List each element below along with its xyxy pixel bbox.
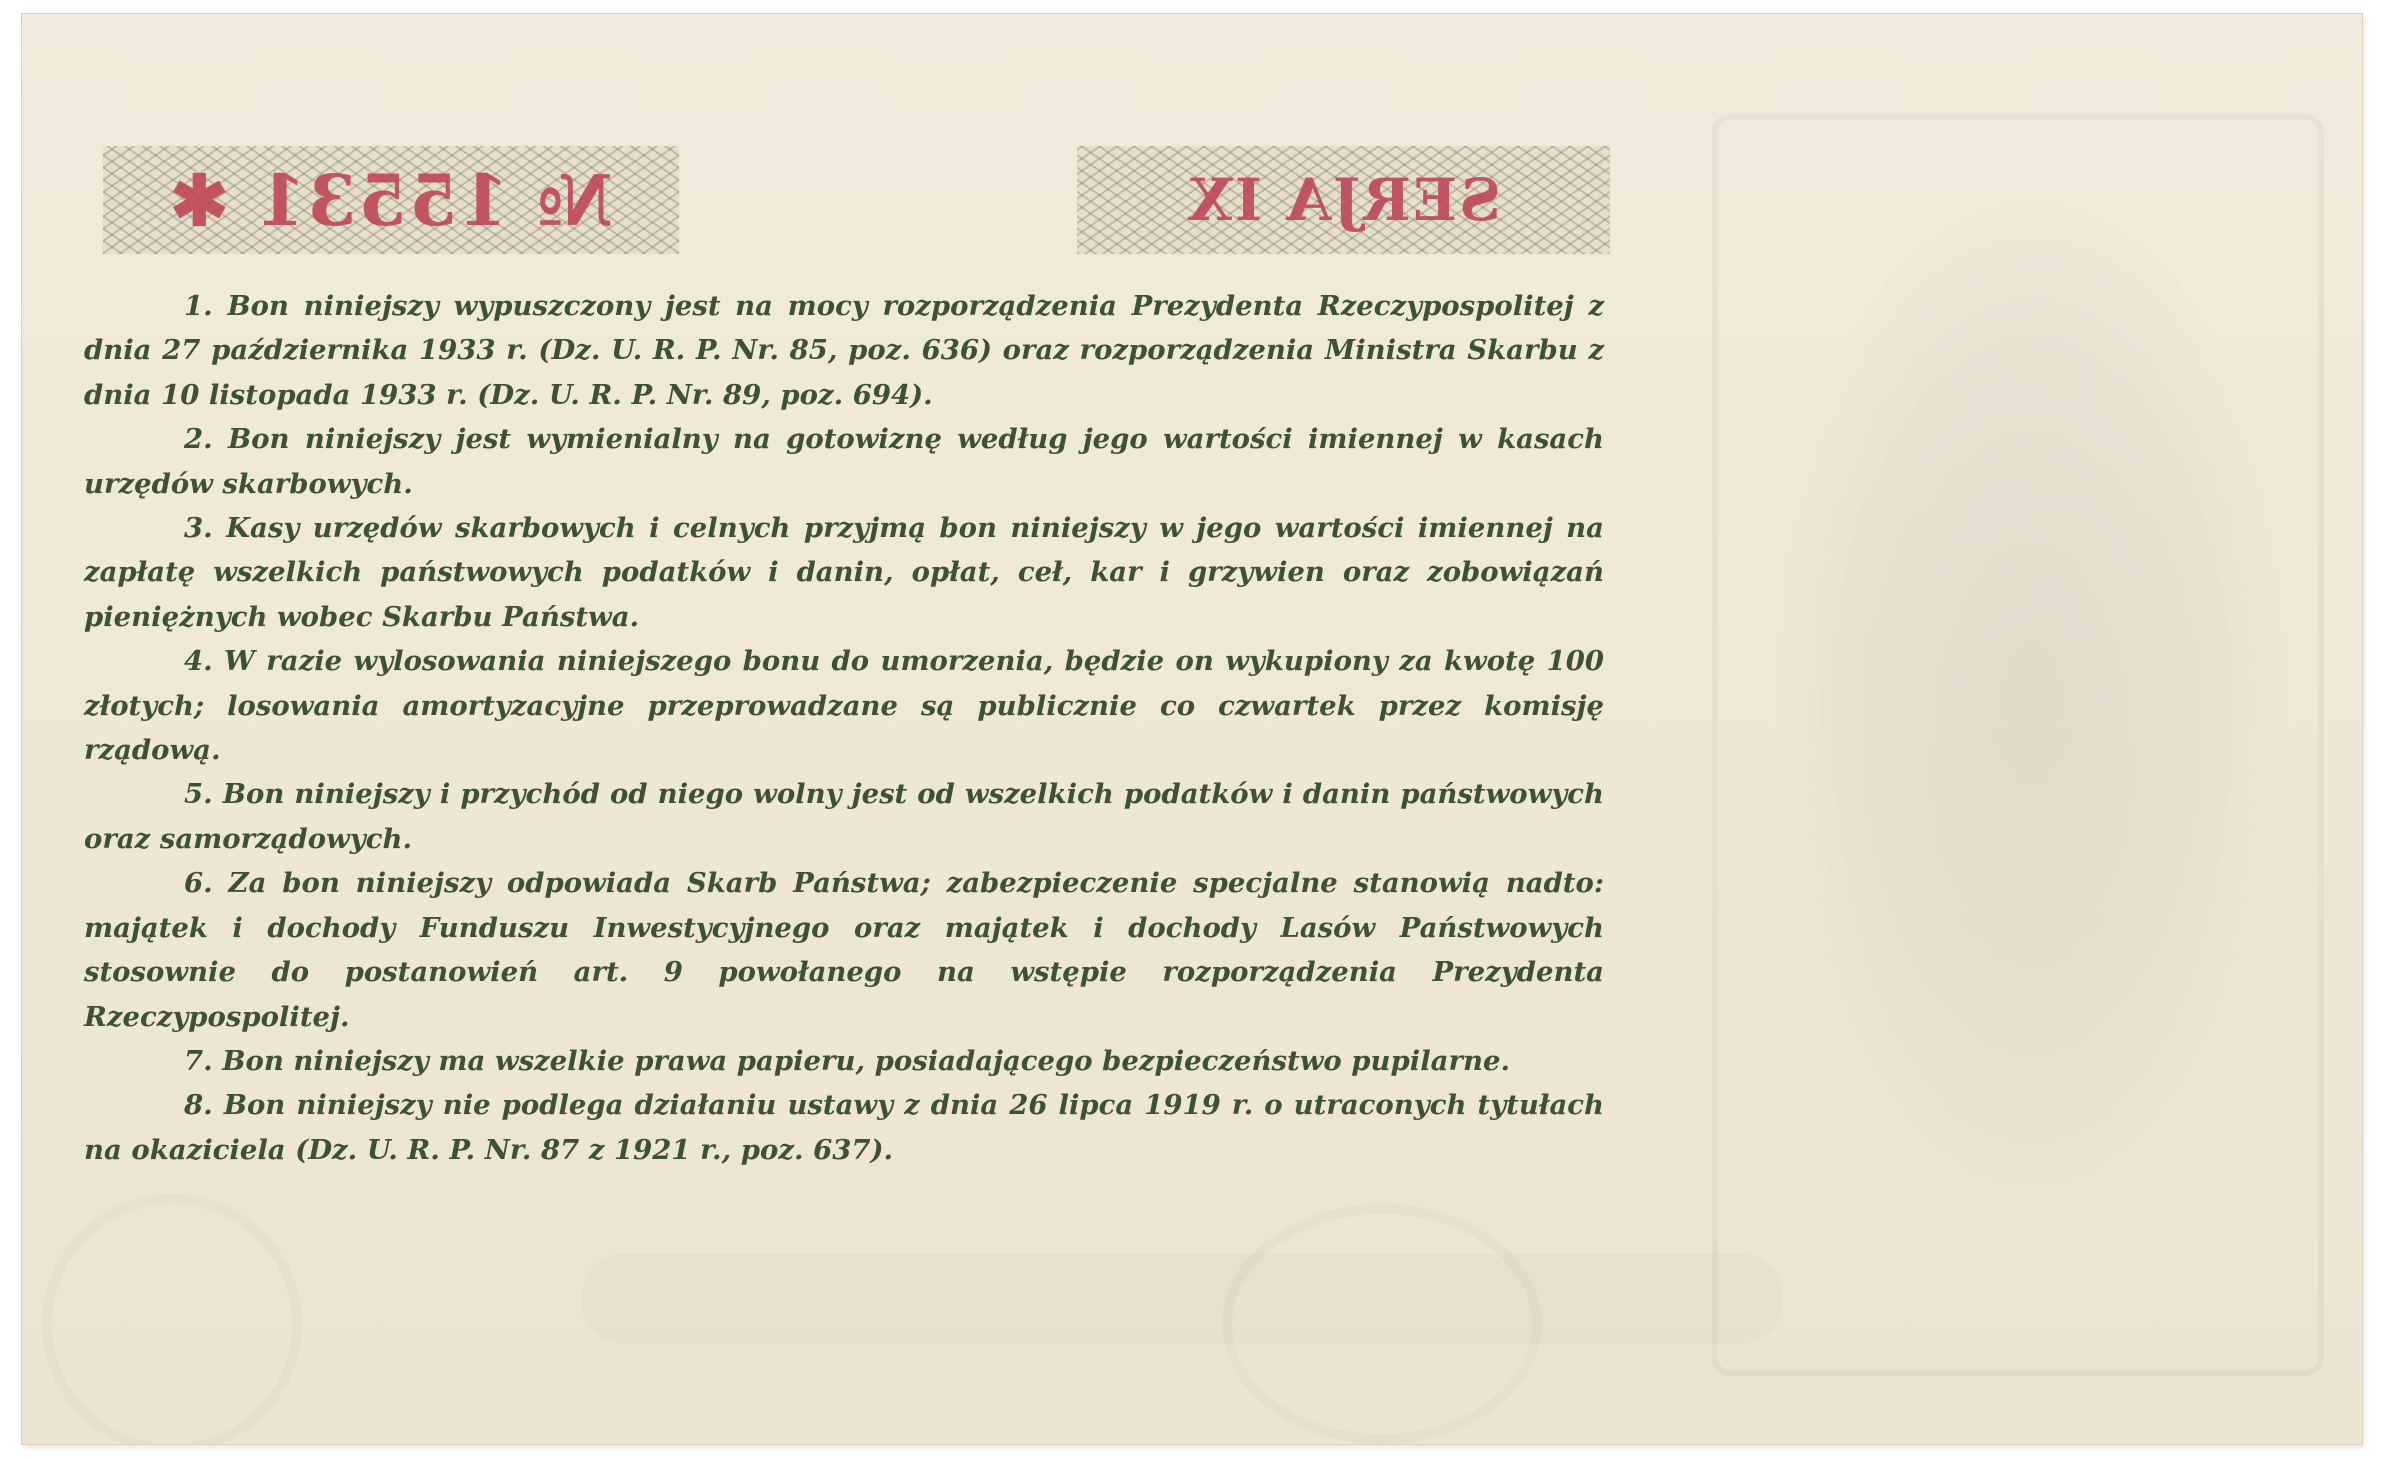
show-through-emblem: [1772, 194, 2292, 1194]
serial-number-stamp: № 15531 ✱: [168, 158, 614, 242]
clause-8: 8. Bon niniejszy nie podlega działaniu ustawy z dnia 26 lipca 1919 r. o utraconych tytułach na okaziciela (Dz. U. R. P. Nr. 87 z 1921 r., poz. 637).: [84, 1089, 1604, 1166]
clause-2: 2. Bon niniejszy jest wymienialny na gotowiznę według jego wartości imiennej w kasach urzędów skarbowych.: [84, 423, 1604, 500]
serial-number-stamp-box: [103, 146, 679, 254]
clause-1: 1. Bon niniejszy wypuszczony jest na mocy rozporządzenia Prezydenta Rzeczypospolitej z dnia 27 października 1933 r. (Dz. U. R. P. Nr. 85, poz. 636) oraz rozporządzenia Ministra Skarbu z dnia 10 listopada 1933 r. (Dz. U. R. P. Nr. 89, poz. 694).: [84, 290, 1604, 411]
show-through-ring-bottom: [1222, 1204, 1542, 1444]
clause-5: 5. Bon niniejszy i przychód od niego wolny jest od wszelkich podatków i danin państwowych oraz samorządowych.: [84, 778, 1604, 855]
clause-6: 6. Za bon niniejszy odpowiada Skarb Państwa; zabezpieczenie specjalne stanowią nadto: majątek i dochody Funduszu Inwestycyjnego oraz majątek i dochody Lasów Państwowych stosownie do postanowień art. 9 powołanego na wstępie rozporządzenia Prezydenta Rzeczypospolitej.: [84, 867, 1604, 1033]
clause-3: 3. Kasy urzędów skarbowych i celnych przyjmą bon niniejszy w jego wartości imiennej na zapłatę wszelkich państwowych podatków i danin, opłat, ceł, kar i grzywien oraz zobowiązań pieniężnych wobec Skarbu Państwa.: [84, 512, 1604, 633]
show-through-band: [582, 1254, 1782, 1344]
show-through-frame: [1712, 114, 2324, 1376]
clause-4: 4. W razie wylosowania niniejszego bonu do umorzenia, będzie on wykupiony za kwotę 100 złotych; losowania amortyzacyjne przeprowadzane są publicznie co czwartek przez komisję rządową.: [84, 645, 1604, 767]
series-stamp-box: [1077, 146, 1610, 254]
bond-terms: [84, 284, 1604, 1172]
clause-7: 7. Bon niniejszy ma wszelkie prawa papieru, posiadającego bezpieczeństwo pupilarne.: [184, 1044, 1511, 1077]
show-through-ring-left: [42, 1194, 302, 1444]
series-stamp: SERJA IX: [1185, 166, 1502, 234]
